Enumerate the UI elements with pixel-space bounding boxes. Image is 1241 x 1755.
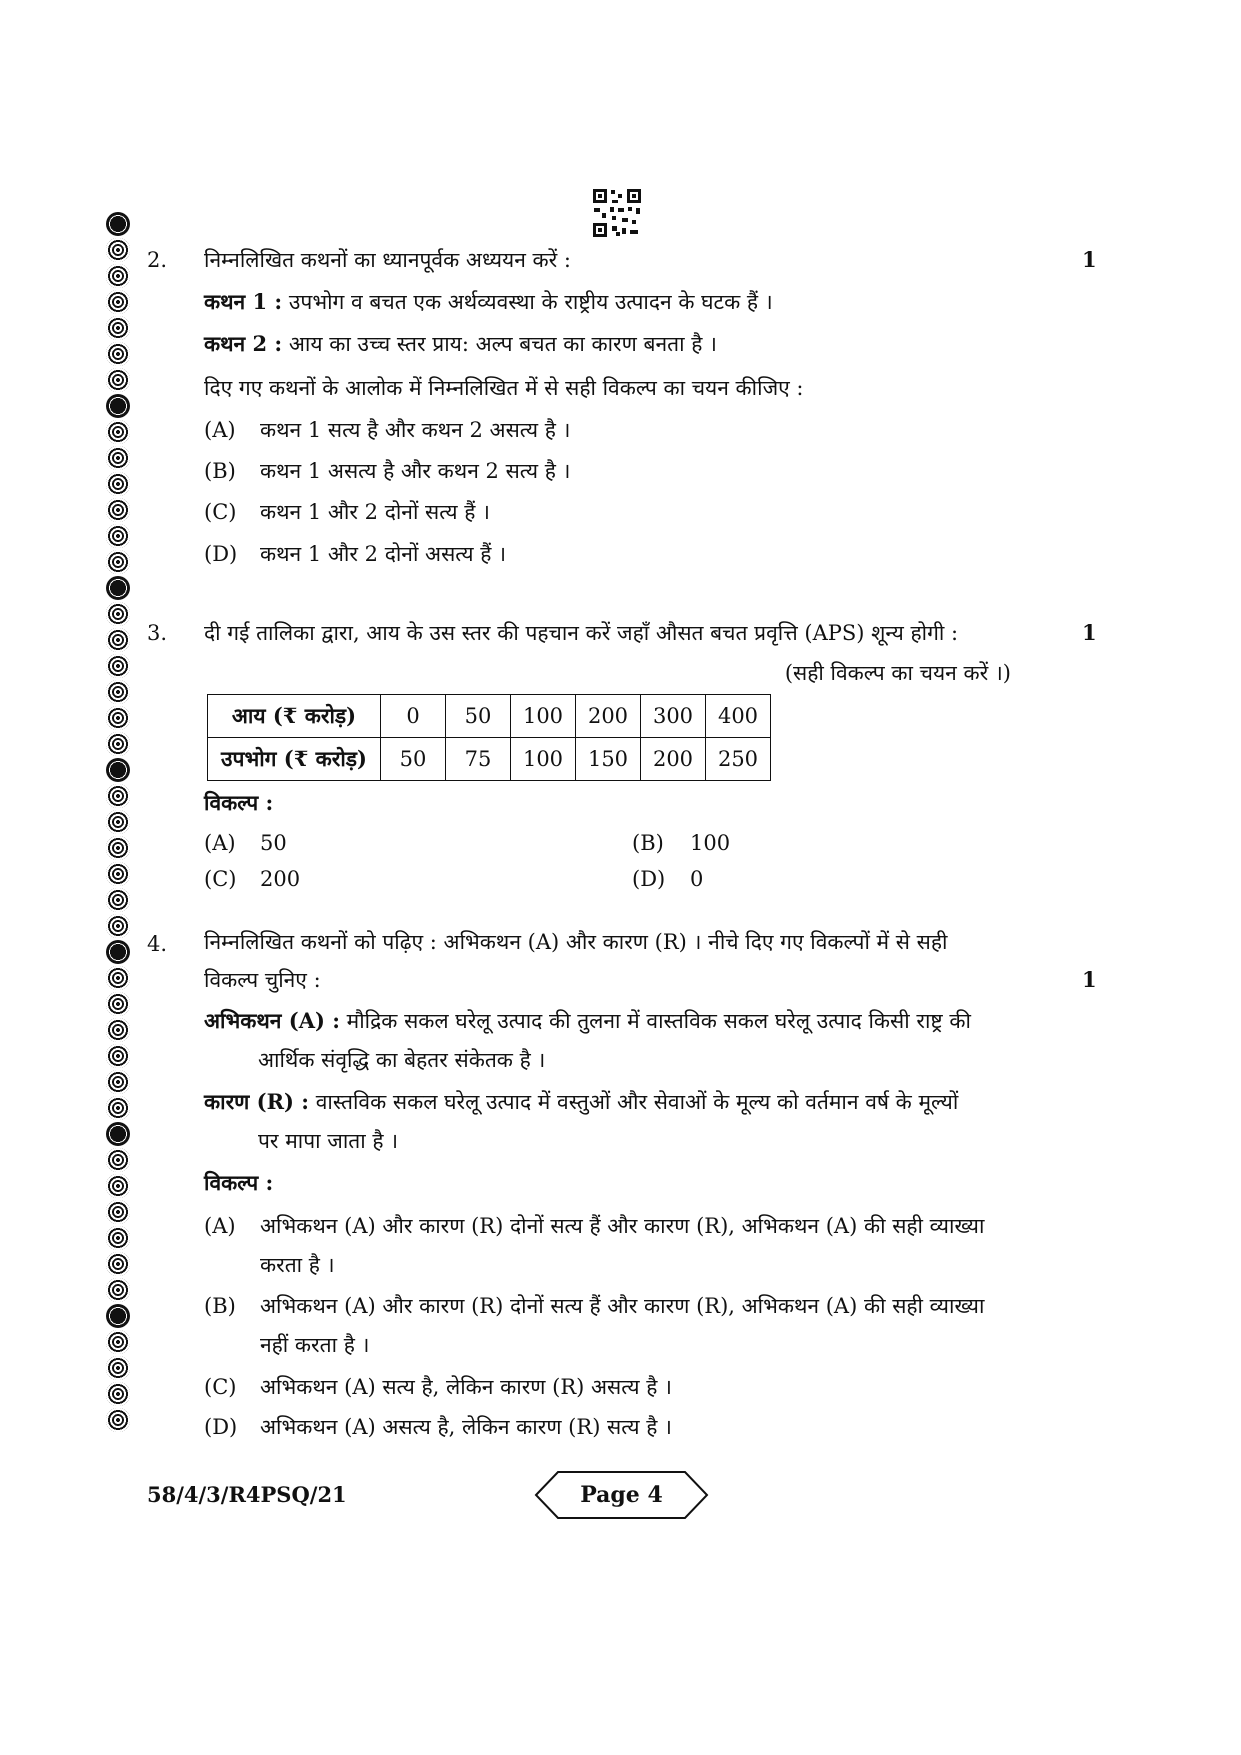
income-consumption-table (207, 694, 771, 781)
q4-options-heading: विकल्प : (204, 1170, 274, 1195)
margin-ring-icon (106, 524, 130, 548)
q2-option-c-text: कथन 1 और 2 दोनों सत्य हैं । (260, 500, 490, 524)
q2-statement-2 (204, 330, 717, 358)
margin-ring-icon (106, 1226, 130, 1250)
table-cell: 100 (511, 695, 576, 738)
q4-number: 4. (147, 932, 168, 956)
margin-ring-icon (106, 342, 130, 366)
q2-option-b-text: कथन 1 असत्य है और कथन 2 सत्य है । (260, 459, 571, 483)
table-row (208, 695, 771, 738)
q4-assertion-line2: आर्थिक संवृद्धि का बेहतर संकेतक है । (258, 1048, 546, 1072)
q3-option-b-label: (B) (632, 831, 664, 855)
q4-option-b-label: (B) (204, 1294, 236, 1318)
q3-note: (सही विकल्प का चयन करें ।) (784, 661, 1011, 685)
table-cell: 100 (511, 738, 576, 781)
margin-ring-icon (106, 420, 130, 444)
q4-option-d-text: अभिकथन (A) असत्य है, लेकिन कारण (R) सत्य है । (260, 1415, 672, 1439)
margin-ring-icon (106, 472, 130, 496)
margin-ring-icon (106, 680, 130, 704)
margin-ring-icon (106, 784, 130, 808)
q3-option-c-label: (C) (204, 867, 237, 891)
margin-ring-icon (106, 810, 130, 834)
q4-stem-line1: निम्नलिखित कथनों को पढ़िए : अभिकथन (A) और कारण (R) । नीचे दिए गए विकल्पों में से सही (204, 930, 948, 954)
qr-code-icon (592, 188, 642, 238)
q4-option-c-label: (C) (204, 1375, 237, 1399)
margin-ring-icon (106, 862, 130, 886)
q2-option-a-label: (A) (204, 418, 236, 442)
margin-ring-icon (106, 1356, 130, 1380)
table-cell: 200 (641, 738, 706, 781)
margin-ring-strip (106, 212, 136, 1434)
margin-ring-icon (106, 732, 130, 756)
margin-ring-icon (106, 1044, 130, 1068)
table-cell: 150 (576, 738, 641, 781)
q4-option-c-text: अभिकथन (A) सत्य है, लेकिन कारण (R) असत्य है । (260, 1375, 672, 1399)
margin-ring-icon (106, 550, 130, 574)
q3-number: 3. (147, 621, 168, 645)
q4-option-a-label: (A) (204, 1214, 236, 1238)
margin-ring-icon (106, 940, 130, 964)
q2-number: 2. (147, 248, 168, 272)
table-cell: 300 (641, 695, 706, 738)
margin-ring-icon (106, 1304, 130, 1328)
table-cell: 250 (706, 738, 771, 781)
margin-ring-icon (106, 212, 130, 236)
q2-marks: 1 (1082, 247, 1097, 272)
q3-option-a-text: 50 (260, 831, 287, 855)
margin-ring-icon (106, 316, 130, 340)
q2-stem: निम्नलिखित कथनों का ध्यानपूर्वक अध्ययन करें : (204, 248, 571, 272)
margin-ring-icon (106, 238, 130, 262)
margin-ring-icon (106, 1252, 130, 1276)
q3-option-d-text: 0 (690, 867, 704, 891)
q4-option-b-line2: नहीं करता है । (260, 1333, 370, 1357)
q4-assertion-text: मौद्रिक सकल घरेलू उत्पाद की तुलना में वास्तविक सकल घरेलू उत्पाद किसी राष्ट्र की (340, 1009, 971, 1033)
margin-ring-icon (106, 446, 130, 470)
margin-ring-icon (106, 1408, 130, 1432)
table-cell: 0 (381, 695, 446, 738)
margin-ring-icon (106, 1096, 130, 1120)
q4-reason-text: वास्तविक सकल घरेलू उत्पाद में वस्तुओं और सेवाओं के मूल्य को वर्तमान वर्ष के मूल्यों (309, 1090, 959, 1114)
margin-ring-icon (106, 1018, 130, 1042)
q2-instruction: दिए गए कथनों के आलोक में निम्नलिखित में से सही विकल्प का चयन कीजिए : (204, 376, 804, 400)
q3-options-heading: विकल्प : (204, 790, 274, 815)
margin-ring-icon (106, 1070, 130, 1094)
margin-ring-icon (106, 394, 130, 418)
q2-option-b-label: (B) (204, 459, 236, 483)
q4-assertion (204, 1007, 971, 1035)
q2-option-c-label: (C) (204, 500, 237, 524)
margin-ring-icon (106, 368, 130, 392)
q2-statement-1-label: कथन 1 : (204, 289, 283, 314)
q3-option-d-label: (D) (632, 867, 666, 891)
margin-ring-icon (106, 628, 130, 652)
margin-ring-icon (106, 602, 130, 626)
margin-ring-icon (106, 836, 130, 860)
q4-stem-line2: विकल्प चुनिए : (204, 968, 321, 992)
margin-ring-icon (106, 1330, 130, 1354)
q2-option-a-text: कथन 1 सत्य है और कथन 2 असत्य है । (260, 418, 571, 442)
margin-ring-icon (106, 1174, 130, 1198)
margin-ring-icon (106, 1278, 130, 1302)
q4-reason-label: कारण (R) : (204, 1089, 310, 1114)
margin-ring-icon (106, 290, 130, 314)
q2-option-d-label: (D) (204, 542, 238, 566)
q4-reason-line2: पर मापा जाता है । (258, 1129, 399, 1153)
q4-assertion-label: अभिकथन (A) : (204, 1008, 340, 1033)
q2-statement-2-label: कथन 2 : (204, 331, 283, 356)
page-number-label: Page 4 (580, 1482, 663, 1508)
margin-ring-icon (106, 264, 130, 288)
table-cell: 400 (706, 695, 771, 738)
q4-marks: 1 (1082, 967, 1097, 992)
q2-statement-1-text: उपभोग व बचत एक अर्थव्यवस्था के राष्ट्रीय उत्पादन के घटक हैं । (282, 290, 773, 314)
q3-stem: दी गई तालिका द्वारा, आय के उस स्तर की पहचान करें जहाँ औसत बचत प्रवृत्ति (APS) शून्य होगी : (204, 621, 959, 645)
margin-ring-icon (106, 966, 130, 990)
margin-ring-icon (106, 706, 130, 730)
table-row-header-income: आय (₹ करोड़) (208, 695, 381, 738)
table-row-header-consumption: उपभोग (₹ करोड़) (208, 738, 381, 781)
page-number-badge (534, 1470, 709, 1520)
margin-ring-icon (106, 498, 130, 522)
table-cell: 50 (446, 695, 511, 738)
margin-ring-icon (106, 576, 130, 600)
margin-ring-icon (106, 914, 130, 938)
q2-option-d-text: कथन 1 और 2 दोनों असत्य हैं । (260, 542, 507, 566)
q4-option-b-line1: अभिकथन (A) और कारण (R) दोनों सत्य हैं और कारण (R), अभिकथन (A) की सही व्याख्या (260, 1294, 985, 1318)
margin-ring-icon (106, 1122, 130, 1146)
margin-ring-icon (106, 992, 130, 1016)
q4-option-a-line1: अभिकथन (A) और कारण (R) दोनों सत्य हैं और कारण (R), अभिकथन (A) की सही व्याख्या (260, 1214, 985, 1238)
q4-option-d-label: (D) (204, 1415, 238, 1439)
q3-option-b-text: 100 (690, 831, 731, 855)
margin-ring-icon (106, 1148, 130, 1172)
q4-reason (204, 1088, 958, 1116)
margin-ring-icon (106, 1200, 130, 1224)
margin-ring-icon (106, 654, 130, 678)
q3-marks: 1 (1082, 620, 1097, 645)
table-row (208, 738, 771, 781)
paper-code: 58/4/3/R4PSQ/21 (147, 1482, 347, 1507)
table-cell: 75 (446, 738, 511, 781)
table-cell: 50 (381, 738, 446, 781)
q2-statement-1 (204, 288, 773, 316)
margin-ring-icon (106, 1382, 130, 1406)
margin-ring-icon (106, 758, 130, 782)
margin-ring-icon (106, 888, 130, 912)
q2-statement-2-text: आय का उच्च स्तर प्राय: अल्प बचत का कारण बनता है । (282, 332, 717, 356)
q3-option-a-label: (A) (204, 831, 236, 855)
table-cell: 200 (576, 695, 641, 738)
q3-option-c-text: 200 (260, 867, 301, 891)
q4-option-a-line2: करता है । (260, 1253, 335, 1277)
